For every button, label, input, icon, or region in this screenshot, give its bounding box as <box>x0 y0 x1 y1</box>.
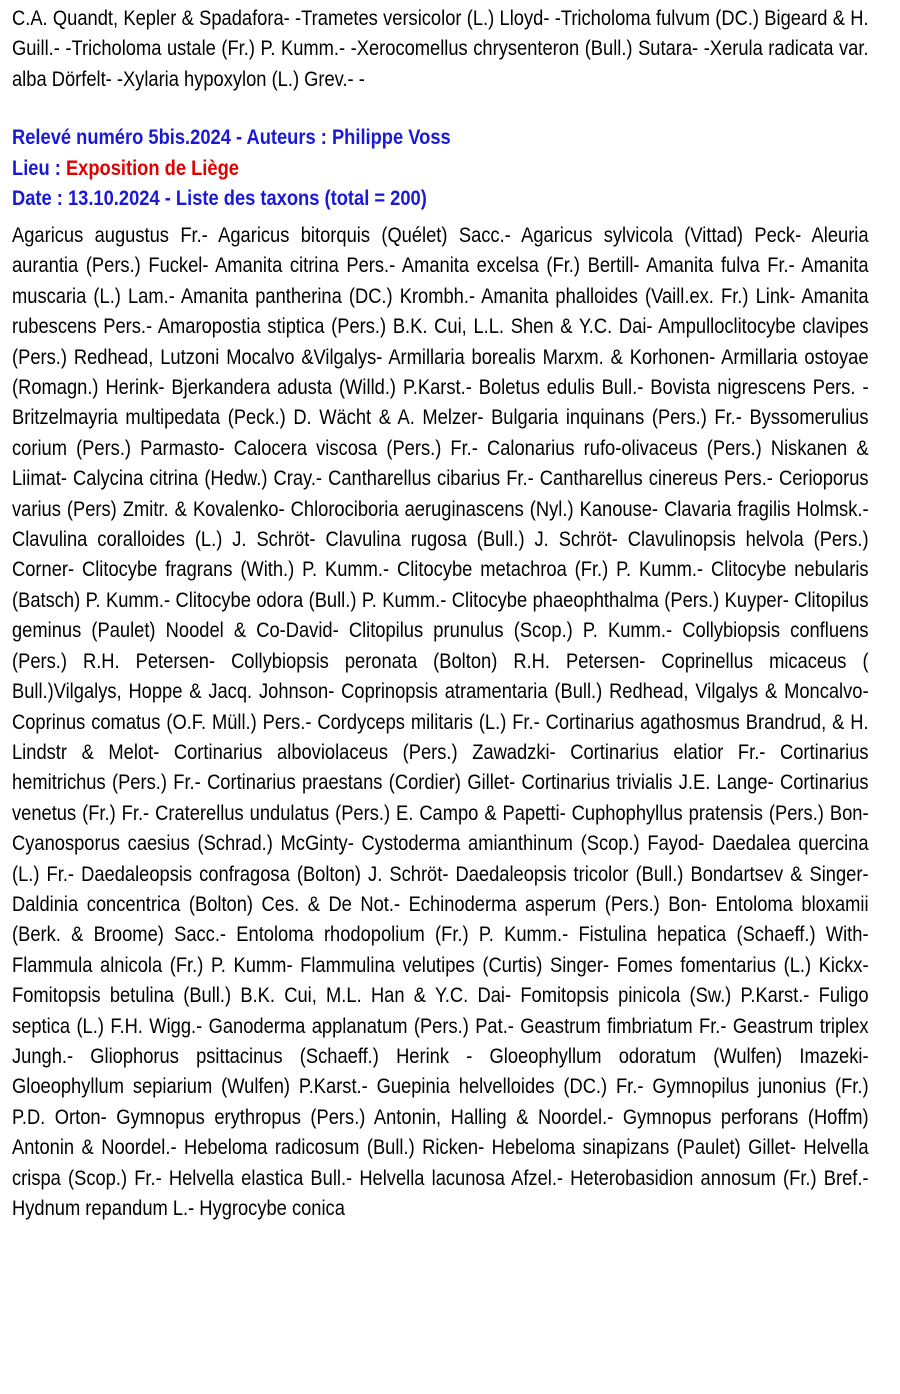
releve-header <box>12 122 869 214</box>
releve-date-line: Date : 13.10.2024 - Liste des taxons (total = 200) <box>12 186 427 211</box>
releve-title: Relevé numéro 5bis.2024 - Auteurs : Philippe Voss <box>12 125 451 150</box>
intro-paragraph: C.A. Quandt, Kepler & Spadafora- -Trametes versicolor (L.) Lloyd- -Tricholoma fulvum (DC.) Bigeard & H. Guill.- -Tricholoma ustale (Fr.) P. Kumm.- -Xerocomellus chrysenteron (Bull.) Sutara- -Xerula radicata var. alba Dörfelt- -Xylaria hypoxylon (L.) Grev.- - <box>12 6 869 91</box>
lieu-value: Exposition de Liège <box>65 155 239 180</box>
document-page <box>12 0 869 1223</box>
lieu-label: Lieu : <box>12 155 66 180</box>
taxa-list-paragraph: Agaricus augustus Fr.- Agaricus bitorquis (Quélet) Sacc.- Agaricus sylvicola (Vittad) Peck- Aleuria aurantia (Pers.) Fuckel- Amanita citrina Pers.- Amanita excelsa (Fr.) Bertill- Amanita fulva Fr.- Amanita muscaria (L.) Lam.- Amanita pantherina (DC.) Krombh.- Amanita phalloides (Vaill.ex. Fr.) Link- Amanita rubescens Pers.- Amaropostia stiptica (Pers.) B.K. Cui, L.L. Shen & Y.C. Dai- Ampulloclitocybe clavipes (Pers.) Redhead, Lutzoni Mocalvo &Vilgalys- Armillaria borealis Marxm. & Korhonen- Armillaria ostoyae (Romagn.) Herink- Bjerkandera adusta (Willd.) P.Karst.- Boletus edulis Bull.- Bovista nigrescens Pers. - Britzelmayria multipedata (Peck.) D. Wächt & A. Melzer- Bulgaria inquinans (Pers.) Fr.- Byssomerulius corium (Pers.) Parmasto- Calocera viscosa (Pers.) Fr.- Calonarius rufo-olivaceus (Pers.) Niskanen & Liimat- Calycina citrina (Hedw.) Cray.- Cantharellus cibarius Fr.- Cantharellus cinereus Pers.- Cerioporus varius (Pers) Zmitr. & Kovalenko- Chlorociboria aeruginascens (Nyl.) Kanouse- Clavaria fragilis Holmsk.- Clavulina coralloides (L.) J. Schröt- Clavulina rugosa (Bull.) J. Schröt- Clavulinopsis helvola (Pers.) Corner- Clitocybe fragrans (With.) P. Kumm.- Clitocybe metachroa (Fr.) P. Kumm.- Clitocybe nebularis (Batsch) P. Kumm.- Clitocybe odora (Bull.) P. Kumm.- Clitocybe phaeophthalma (Pers.) Kuyper- Clitopilus geminus (Paulet) Noodel & Co-David- Clitopilus prunulus (Scop.) P. Kumm.- Collybiopsis confluens (Pers.) R.H. Petersen- Collybiopsis peronata (Bolton) R.H. Petersen- Coprinellus micaceus ( Bull.)Vilgalys, Hoppe & Jacq. Johnson- Coprinopsis atramentaria (Bull.) Redhead, Vilgalys & Moncalvo- Coprinus comatus (O.F. Müll.) Pers.- Cordyceps militaris (L.) Fr.- Cortinarius agathosmus Brandrud, & H. Lindstr & Melot- Cortinarius alboviolaceus (Pers.) Zawadzki- Cortinarius elatior Fr.- Cortinarius hemitrichus (Pers.) Fr.- Cortinarius praestans (Cordier) Gillet- Cortinarius trivialis J.E. Lange- Cortinarius venetus (Fr.) Fr.- Craterellus undulatus (Pers.) E. Campo & Papetti- Cuphophyllus pratensis (Pers.) Bon- Cyanosporus caesius (Schrad.) McGinty- Cystoderma amianthinum (Scop.) Fayod- Daedalea quercina (L.) Fr.- Daedaleopsis confragosa (Bolton) J. Schröt- Daedaleopsis tricolor (Bull.) Bondartsev & Singer- Daldinia concentrica (Bolton) Ces. & De Not.- Echinoderma asperum (Pers.) Bon- Entoloma bloxamii (Berk. & Broome) Sacc.- Entoloma rhodopolium (Fr.) P. Kumm.- Fistulina hepatica (Schaeff.) With- Flammula alnicola (Fr.) P. Kumm- Flammulina velutipes (Curtis) Singer- Fomes fomentarius (L.) Kickx- Fomitopsis betulina (Bull.) B.K. Cui, M.L. Han & Y.C. Dai- Fomitopsis pinicola (Sw.) P.Karst.- Fuligo septica (L.) F.H. Wigg.- Ganoderma applanatum (Pers.) Pat.- Geastrum fimbriatum Fr.- Geastrum triplex Jungh.- Gliophorus psittacinus (Schaeff.) Herink - Gloeophyllum odoratum (Wulfen) Imazeki- Gloeophyllum sepiarium (Wulfen) P.Karst.- Guepinia helvelloides (DC.) Fr.- Gymnopilus junonius (Fr.) P.D. Orton- Gymnopus erythropus (Pers.) Antonin, Halling & Noordel.- Gymnopus perforans (Hoffm) Antonin & Noordel.- Hebeloma radicosum (Bull.) Ricken- Hebeloma sinapizans (Paulet) Gillet- Helvella crispa (Scop.) Fr.- Helvella elastica Bull.- Helvella lacunosa Afzel.- Heterobasidion annosum (Fr.) Bref.- Hydnum repandum L.- Hygrocybe conica <box>12 223 869 1220</box>
releve-lieu-line <box>12 153 869 184</box>
